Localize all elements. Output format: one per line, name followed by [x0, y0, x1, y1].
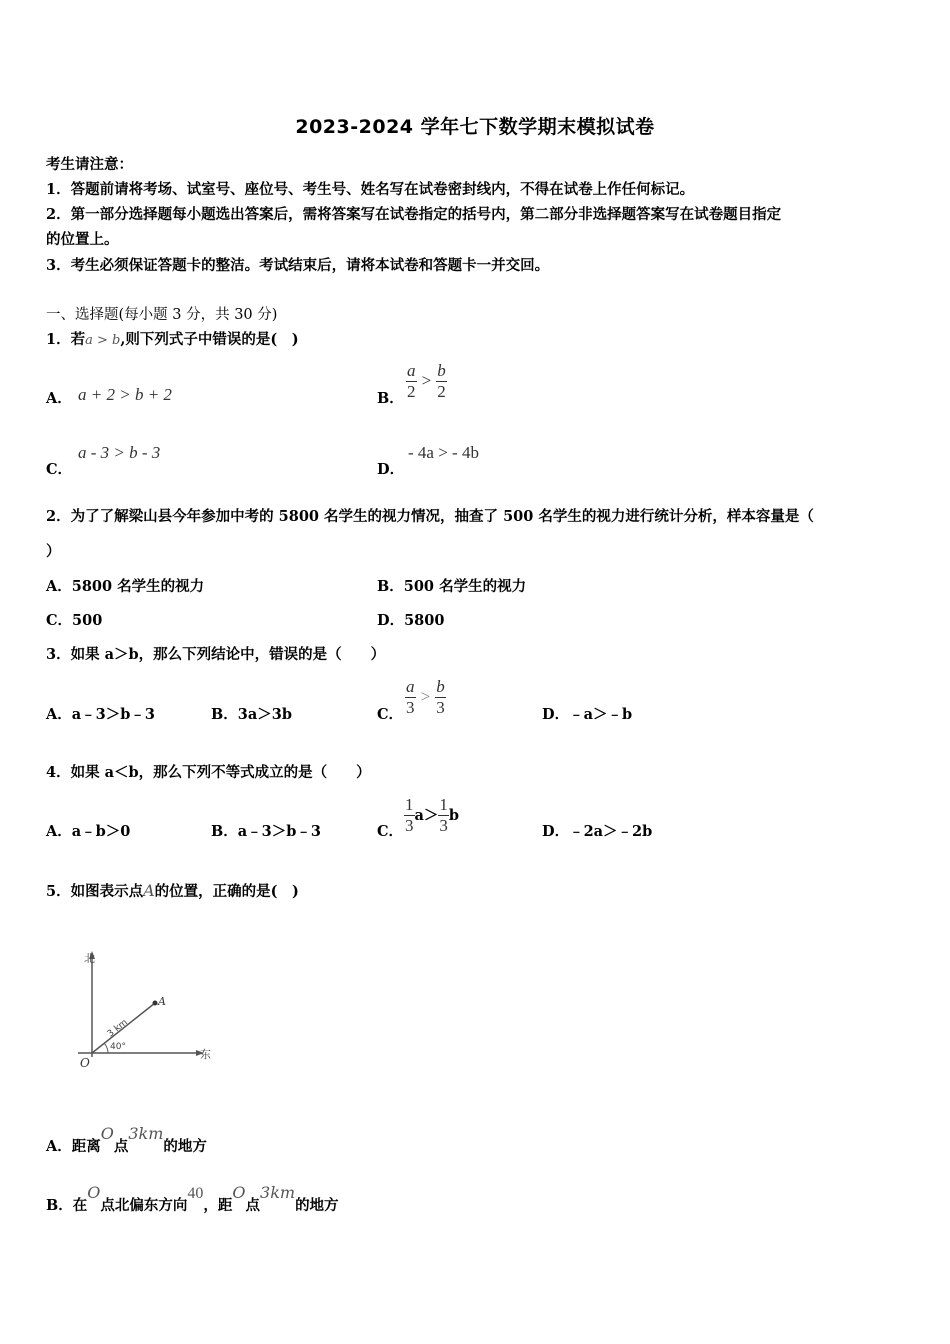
q5-option-a: A．距离O点3km的地方	[46, 1124, 207, 1155]
question-3-stem: 3．如果 a＞b，那么下列结论中，错误的是（ ）	[46, 646, 386, 663]
q1-option-b-label: B．	[377, 390, 404, 407]
point-a-dot	[153, 1001, 158, 1006]
point-a-label: A	[158, 995, 166, 1008]
q4-option-c-label: C．	[377, 823, 404, 840]
q4-option-a: A．a﹣b＞0	[46, 823, 131, 840]
distance-label: 3 km	[105, 1017, 130, 1040]
notice-item-1: 1．答题前请将考场、试室号、座位号、考生号、姓名写在试卷密封线内，不得在试卷上作任何标记。	[46, 181, 695, 198]
q4-option-b: B．a﹣3＞b﹣3	[211, 823, 321, 840]
notice-heading: 考生请注意：	[46, 156, 133, 173]
notice-item-2-cont: 的位置上。	[46, 231, 119, 248]
q2-option-c: C．500	[46, 612, 103, 629]
q3-option-b: B．3a＞3b	[211, 706, 292, 723]
q1-option-c-expr: a - 3 > b - 3	[78, 443, 161, 462]
question-1-stem: 1．若a > b,则下列式子中错误的是( )	[46, 331, 299, 348]
question-4-stem: 4．如果 a＜b，那么下列不等式成立的是（ ）	[46, 764, 371, 781]
q5-option-b: B．在O点北偏东方向40，距O点3km的地方	[46, 1183, 339, 1214]
q4-option-c-expr: $\frac{1}{3}$ a＞ $\frac{1}{3}$ b	[405, 795, 460, 835]
q1-condition: a > b	[85, 333, 121, 348]
q3-option-c-label: C．	[377, 706, 404, 723]
q1-option-a-label: A．	[46, 390, 72, 407]
angle-arc	[105, 1044, 109, 1054]
east-label: 东	[200, 1048, 211, 1061]
q2-option-b: B．500 名学生的视力	[377, 578, 527, 595]
q2-option-d: D．5800	[377, 612, 445, 629]
angle-label: 40°	[110, 1042, 126, 1052]
origin-label: O	[80, 1056, 90, 1070]
notice-item-2: 2．第一部分选择题每小题选出答案后，需将答案写在试卷指定的括号内，第二部分非选择题答案写在试卷题目指定	[46, 206, 782, 223]
q1-option-d-expr: - 4a > - 4b	[408, 443, 479, 462]
q1-option-c-label: C．	[46, 461, 73, 478]
q2-option-a: A．5800 名学生的视力	[46, 578, 205, 595]
q3-option-a: A．a﹣3＞b﹣3	[46, 706, 155, 723]
q3-option-d: D．﹣a＞﹣b	[542, 706, 633, 723]
direction-figure	[70, 945, 220, 1075]
question-2-stem-cont: ）	[46, 543, 61, 560]
question-2-stem: 2．为了了解梁山县今年参加中考的 5800 名学生的视力情况，抽查了 500 名学生的视力进行统计分析，样本容量是（	[46, 508, 814, 525]
q3-option-c-expr: $\frac{a}{3}$ > $\frac{b}{3}$	[406, 677, 445, 717]
q1-option-d-label: D．	[377, 461, 405, 478]
page-title: 2023-2024 学年七下数学期末模拟试卷	[295, 116, 655, 138]
north-label: 北	[84, 952, 95, 965]
q4-option-d: D．﹣2a＞﹣2b	[542, 823, 653, 840]
section-heading: 一、选择题(每小题 3 分，共 30 分)	[46, 307, 278, 323]
q1-option-b-expr: $\frac{a}{2}$ > $\frac{b}{2}$	[407, 361, 446, 401]
notice-item-3: 3．考生必须保证答题卡的整洁。考试结束后，请将本试卷和答题卡一并交回。	[46, 257, 550, 274]
q1-option-a-expr: a + 2 > b + 2	[78, 385, 172, 404]
question-5-stem: 5．如图表示点A的位置，正确的是( )	[46, 881, 299, 900]
